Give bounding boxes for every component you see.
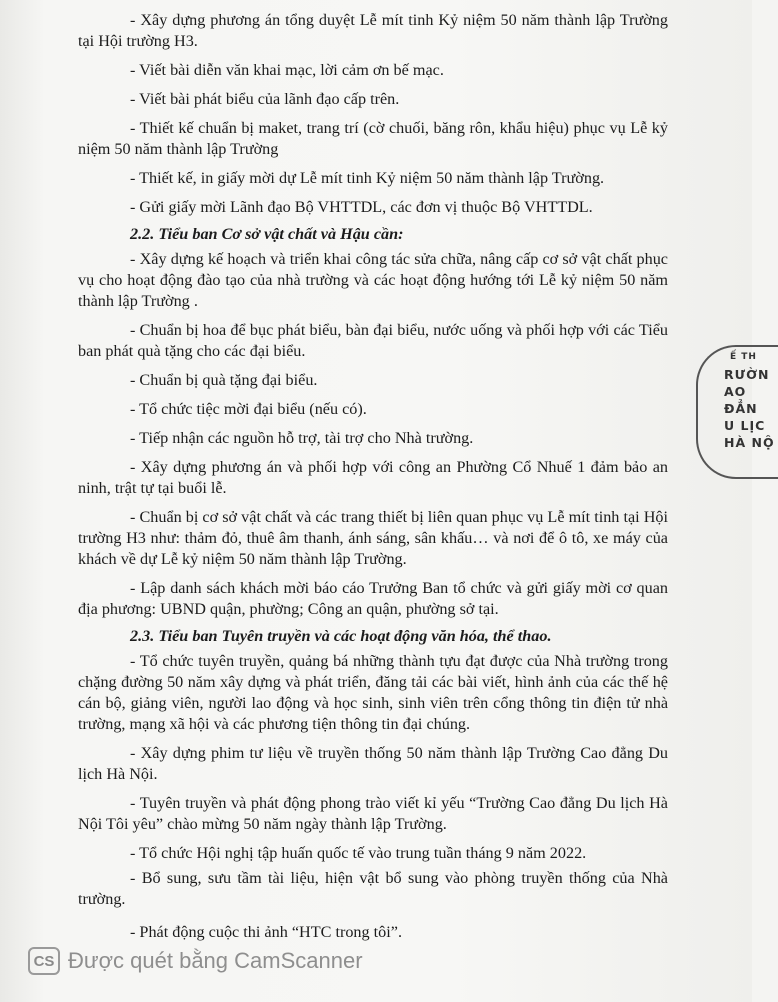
paragraph: - Thiết kế chuẩn bị maket, trang trí (cờ chuối, băng rôn, khẩu hiệu) phục vụ Lễ kỷ niệm 50 năm thành lập Trường	[78, 119, 668, 158]
camscanner-watermark	[28, 945, 363, 977]
paragraph: - Xây dựng kế hoạch và triển khai công tác sửa chữa, nâng cấp cơ sở vật chất phục vụ cho hoạt động đào tạo của nhà trường và các hoạt động hướng tới Lễ kỷ niệm 50 năm thành lập Trường .	[78, 250, 668, 310]
stamp-text: HÀ NỘ	[724, 435, 775, 450]
paragraph: - Viết bài phát biểu của lãnh đạo cấp trên.	[130, 90, 400, 108]
stamp-text: Ế TH	[730, 352, 757, 362]
paragraph: - Chuẩn bị cơ sở vật chất và các trang thiết bị liên quan phục vụ Lễ mít tinh tại Hội trường H3 như: thảm đỏ, thuê âm thanh, ánh sáng, sân khấu… và nơi để ô tô, xe máy của khách về dự Lễ kỷ niệm 50 năm thành lập Trường.	[78, 508, 668, 568]
document-body	[78, 10, 668, 943]
paragraph: - Chuẩn bị hoa để bục phát biểu, bàn đại biểu, nước uống và phối hợp với các Tiểu ban phát quà tặng cho các đại biểu.	[78, 321, 668, 360]
paragraph: - Phát động cuộc thi ảnh “HTC trong tôi”.	[130, 923, 402, 941]
paragraph: - Lập danh sách khách mời báo cáo Trưởng Ban tổ chức và gửi giấy mời cơ quan địa phương: UBND quận, phường; Công an quận, phường sở tại.	[78, 579, 668, 618]
paragraph: - Gửi giấy mời Lãnh đạo Bộ VHTTDL, các đơn vị thuộc Bộ VHTTDL.	[130, 198, 593, 216]
paragraph: - Xây dựng phương án và phối hợp với công an Phường Cổ Nhuế 1 đảm bảo an ninh, trật tự tại buổi lễ.	[78, 458, 668, 497]
stamp-text: AO ĐẲN	[724, 384, 758, 416]
paragraph: - Xây dựng phương án tổng duyệt Lễ mít tinh Kỷ niệm 50 năm thành lập Trường tại Hội trường H3.	[78, 11, 668, 50]
paragraph: - Tổ chức tuyên truyền, quảng bá những thành tựu đạt được của Nhà trường trong chặng đường 50 năm xây dựng và phát triển, đăng tải các bài viết, hình ảnh của các thế hệ cán bộ, giảng viên, người lao động và học sinh, sinh viên trên cổng thông tin điện tử nhà trường, mạng xã hội và các phương tiện thông tin đại chúng.	[78, 652, 668, 733]
paragraph: - Tuyên truyền và phát động phong trào viết kỉ yếu “Trường Cao đẳng Du lịch Hà Nội Tôi yêu” chào mừng 50 năm ngày thành lập Trường.	[78, 794, 668, 833]
paragraph: - Xây dựng phim tư liệu về truyền thống 50 năm thành lập Trường Cao đẳng Du lịch Hà Nội.	[78, 744, 668, 783]
section-heading: 2.3. Tiểu ban Tuyên truyền và các hoạt động văn hóa, thể thao.	[130, 627, 552, 645]
paragraph: - Tổ chức tiệc mời đại biểu (nếu có).	[130, 400, 367, 418]
paragraph: - Bổ sung, sưu tầm tài liệu, hiện vật bổ sung vào phòng truyền thống của Nhà trường.	[78, 869, 668, 908]
paragraph: - Thiết kế, in giấy mời dự Lễ mít tinh Kỷ niệm 50 năm thành lập Trường.	[130, 169, 605, 187]
paragraph: - Tiếp nhận các nguồn hỗ trợ, tài trợ cho Nhà trường.	[130, 429, 474, 447]
official-stamp	[696, 345, 778, 479]
stamp-text: U LỊC	[724, 418, 766, 433]
camscanner-icon: CS	[28, 947, 60, 975]
paragraph: - Viết bài diễn văn khai mạc, lời cảm ơn bế mạc.	[130, 61, 444, 79]
paragraph: - Chuẩn bị quà tặng đại biểu.	[130, 371, 318, 389]
section-heading: 2.2. Tiểu ban Cơ sở vật chất và Hậu cần:	[130, 225, 404, 243]
stamp-text: RƯỜN	[724, 367, 770, 382]
paragraph: - Tổ chức Hội nghị tập huấn quốc tế vào trung tuần tháng 9 năm 2022.	[130, 844, 587, 862]
watermark-text: Được quét bằng CamScanner	[68, 948, 363, 973]
